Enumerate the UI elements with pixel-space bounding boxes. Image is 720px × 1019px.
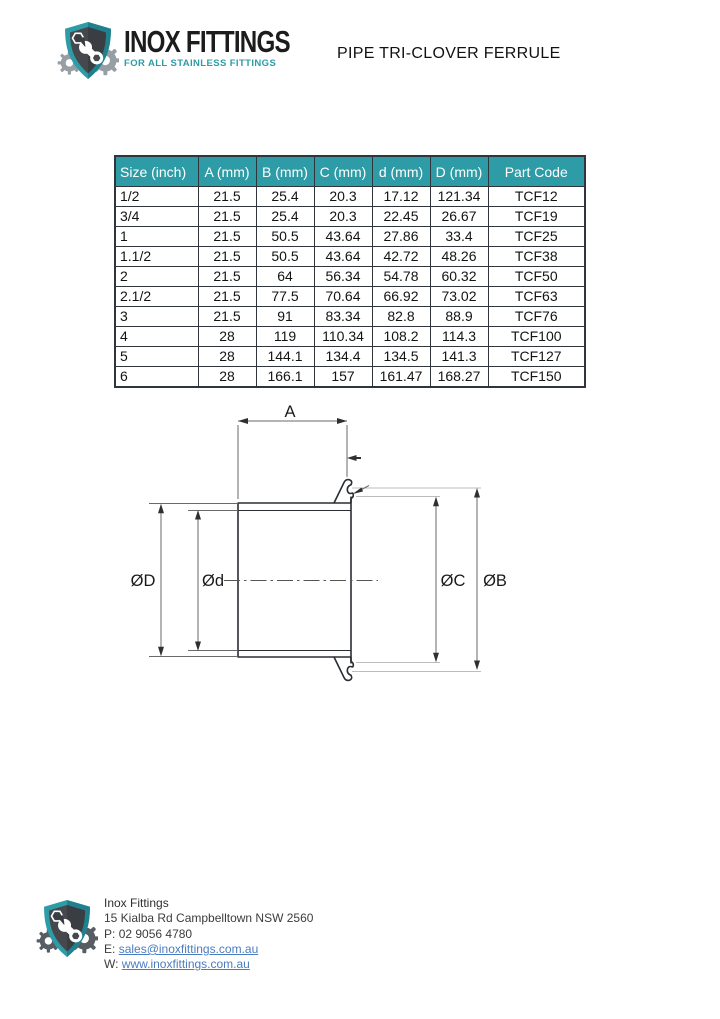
table-row bbox=[115, 307, 585, 327]
table-cell: TCF12 bbox=[488, 187, 585, 207]
email-link[interactable]: sales@inoxfittings.com.au bbox=[118, 941, 259, 956]
column-header: Size (inch) bbox=[115, 156, 198, 187]
table-cell: TCF63 bbox=[488, 287, 585, 307]
table-cell: 60.32 bbox=[430, 267, 488, 287]
table-cell: TCF50 bbox=[488, 267, 585, 287]
table-cell: 22.45 bbox=[372, 207, 430, 227]
table-cell: 88.9 bbox=[430, 307, 488, 327]
table-cell: 110.34 bbox=[314, 327, 372, 347]
table-cell: 21.5 bbox=[198, 227, 256, 247]
table-cell: 42.72 bbox=[372, 247, 430, 267]
table-cell: 114.3 bbox=[430, 327, 488, 347]
table-row bbox=[115, 347, 585, 367]
table-cell: 21.5 bbox=[198, 307, 256, 327]
table-cell: 3/4 bbox=[115, 207, 198, 227]
phone-number: 02 9056 4780 bbox=[118, 926, 193, 941]
table-cell: TCF38 bbox=[488, 247, 585, 267]
footer-brand-logo bbox=[36, 893, 98, 964]
table-cell: 27.86 bbox=[372, 227, 430, 247]
column-header: C (mm) bbox=[314, 156, 372, 187]
dimension-od-inner bbox=[188, 510, 238, 651]
table-cell: 1 bbox=[115, 227, 198, 247]
dim-label-odi: Ød bbox=[201, 572, 225, 590]
table-cell: 17.12 bbox=[372, 187, 430, 207]
brand-text bbox=[124, 24, 344, 69]
table-cell: 119 bbox=[256, 327, 314, 347]
table-cell: 28 bbox=[198, 347, 256, 367]
table-header-row bbox=[115, 156, 585, 187]
dimension-a bbox=[238, 403, 361, 499]
table-cell: 48.26 bbox=[430, 247, 488, 267]
table-cell: 121.34 bbox=[430, 187, 488, 207]
table-cell: 21.5 bbox=[198, 187, 256, 207]
page-title: PIPE TRI-CLOVER FERRULE bbox=[337, 45, 561, 62]
column-header: A (mm) bbox=[198, 156, 256, 187]
brand-name: INOX FITTINGS bbox=[124, 24, 290, 59]
dim-label-a: A bbox=[284, 403, 296, 421]
table-cell: 144.1 bbox=[256, 347, 314, 367]
footer-company-name: Inox Fittings bbox=[104, 896, 169, 910]
brand-logo bbox=[57, 15, 119, 86]
table-cell: 82.8 bbox=[372, 307, 430, 327]
table-cell: 50.5 bbox=[256, 247, 314, 267]
table-cell: 1.1/2 bbox=[115, 247, 198, 267]
dim-label-ob: ØB bbox=[483, 572, 507, 590]
dim-label-od: ØD bbox=[130, 572, 156, 590]
table-row bbox=[115, 207, 585, 227]
table-cell: TCF127 bbox=[488, 347, 585, 367]
website-link[interactable]: www.inoxfittings.com.au bbox=[121, 957, 250, 972]
table-cell: 108.2 bbox=[372, 327, 430, 347]
table-cell: 43.64 bbox=[314, 247, 372, 267]
table-cell: 26.67 bbox=[430, 207, 488, 227]
dimension-oc bbox=[356, 497, 465, 663]
footer-email-line bbox=[104, 942, 313, 957]
footer-phone-line bbox=[104, 927, 313, 942]
table-cell: 157 bbox=[314, 367, 372, 388]
table-cell: 6 bbox=[115, 367, 198, 388]
table-cell: 43.64 bbox=[314, 227, 372, 247]
table-cell: 4 bbox=[115, 327, 198, 347]
table-cell: 3 bbox=[115, 307, 198, 327]
table-cell: 77.5 bbox=[256, 287, 314, 307]
table-cell: 141.3 bbox=[430, 347, 488, 367]
table-row bbox=[115, 247, 585, 267]
table-cell: 21.5 bbox=[198, 287, 256, 307]
table-cell: 33.4 bbox=[430, 227, 488, 247]
table-cell: 73.02 bbox=[430, 287, 488, 307]
table-row bbox=[115, 267, 585, 287]
table-cell: 21.5 bbox=[198, 267, 256, 287]
column-header: D (mm) bbox=[430, 156, 488, 187]
column-header: B (mm) bbox=[256, 156, 314, 187]
email-label: E: bbox=[104, 941, 116, 956]
table-row bbox=[115, 227, 585, 247]
table-cell: 83.34 bbox=[314, 307, 372, 327]
table-cell: 2.1/2 bbox=[115, 287, 198, 307]
table-cell: 21.5 bbox=[198, 207, 256, 227]
table-cell: 54.78 bbox=[372, 267, 430, 287]
table-cell: TCF100 bbox=[488, 327, 585, 347]
table-cell: 20.3 bbox=[314, 187, 372, 207]
table-cell: TCF150 bbox=[488, 367, 585, 388]
column-header: Part Code bbox=[488, 156, 585, 187]
table-cell: 25.4 bbox=[256, 207, 314, 227]
table-row bbox=[115, 287, 585, 307]
groove-leader-arrow bbox=[353, 486, 370, 495]
table-row bbox=[115, 367, 585, 388]
table-row bbox=[115, 327, 585, 347]
table-cell: 28 bbox=[198, 327, 256, 347]
column-header: d (mm) bbox=[372, 156, 430, 187]
footer-contact-block bbox=[104, 896, 313, 972]
phone-label: P: bbox=[104, 926, 116, 941]
table-cell: 21.5 bbox=[198, 247, 256, 267]
table-row bbox=[115, 187, 585, 207]
table-cell: 28 bbox=[198, 367, 256, 388]
table-cell: 56.34 bbox=[314, 267, 372, 287]
table-cell: 161.47 bbox=[372, 367, 430, 388]
table-cell: 168.27 bbox=[430, 367, 488, 388]
part-outline bbox=[238, 480, 353, 681]
table-cell: 134.5 bbox=[372, 347, 430, 367]
footer-web-line bbox=[104, 957, 313, 972]
table-cell: 64 bbox=[256, 267, 314, 287]
table-cell: 50.5 bbox=[256, 227, 314, 247]
dimension-ob bbox=[352, 488, 507, 672]
table-cell: 70.64 bbox=[314, 287, 372, 307]
table-cell: 134.4 bbox=[314, 347, 372, 367]
web-label: W: bbox=[104, 957, 119, 972]
table-cell: 5 bbox=[115, 347, 198, 367]
table-cell: 66.92 bbox=[372, 287, 430, 307]
table-cell: 2 bbox=[115, 267, 198, 287]
table-body bbox=[115, 187, 585, 388]
table-cell: 25.4 bbox=[256, 187, 314, 207]
table-cell: TCF76 bbox=[488, 307, 585, 327]
spec-table bbox=[114, 155, 586, 388]
brand-tagline: FOR ALL STAINLESS FITTINGS bbox=[124, 58, 277, 69]
table-cell: TCF25 bbox=[488, 227, 585, 247]
footer-address: 15 Kialba Rd Campbelltown NSW 2560 bbox=[104, 911, 314, 926]
dimension-od-outer bbox=[131, 504, 238, 657]
table-cell: 91 bbox=[256, 307, 314, 327]
table-cell: TCF19 bbox=[488, 207, 585, 227]
table-cell: 1/2 bbox=[115, 187, 198, 207]
table-cell: 20.3 bbox=[314, 207, 372, 227]
dim-label-oc: ØC bbox=[440, 572, 466, 590]
table-cell: 166.1 bbox=[256, 367, 314, 388]
